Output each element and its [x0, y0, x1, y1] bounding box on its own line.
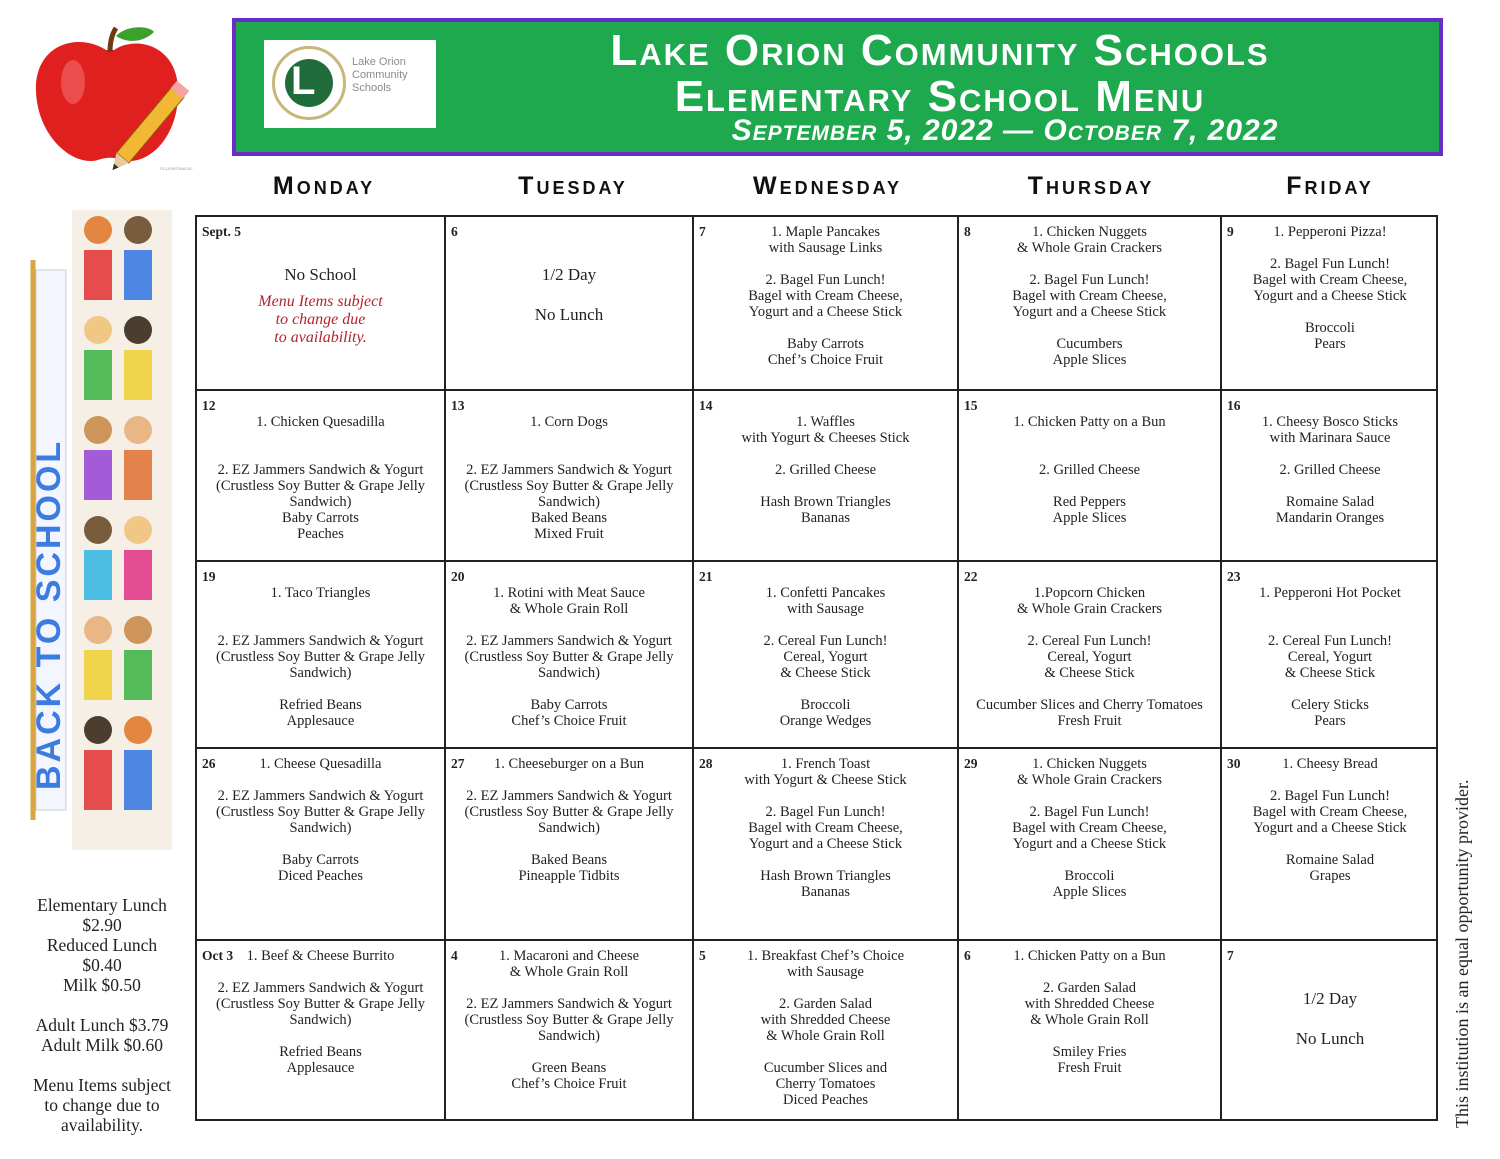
availability-note: Menu Items subject to change due to availability. [258, 293, 383, 346]
day-date: 6 [451, 224, 458, 239]
price-value: $2.90 [82, 915, 122, 935]
menu-items: 1. Corn Dogs 2. EZ Jammers Sandwich & Yogurt (Crustless Soy Butter & Grape Jelly Sandwich) Baked Beans Mixed Fruit [464, 414, 674, 542]
day-date: Sept. 5 [202, 224, 242, 239]
day-date: 22 [964, 569, 978, 584]
day-cell [694, 562, 959, 749]
title-line-1: Lake Orion Community Schools [610, 26, 1270, 75]
day-cell [1222, 391, 1438, 562]
day-header-tuesday: Tuesday [518, 172, 628, 200]
day-cell [446, 391, 694, 562]
day-header-monday: Monday [272, 172, 376, 200]
day-date: 30 [1227, 756, 1241, 771]
day-cell [1222, 749, 1438, 941]
price-label: Adult Lunch $3.79 [35, 1015, 169, 1035]
day-date: 15 [964, 398, 978, 413]
day-date: 23 [1227, 569, 1241, 584]
day-status-text: 1/2 Day No Lunch [534, 265, 604, 324]
day-date: Oct 3 [202, 948, 234, 963]
menu-items: 1. Waffles with Yogurt & Cheeses Stick 2. Grilled Cheese Hash Brown Triangles Bananas [741, 414, 910, 526]
menu-items: 1. Cheesy Bread 2. Bagel Fun Lunch! Bagel with Cream Cheese, Yogurt and a Cheese Stick Romaine Salad Grapes [1252, 756, 1408, 884]
availability-note: to change due to [44, 1095, 160, 1115]
day-date: 9 [1227, 224, 1234, 239]
price-value: $0.40 [82, 955, 122, 975]
day-cell [446, 749, 694, 941]
day-date: 21 [699, 569, 713, 584]
price-list [14, 895, 190, 1135]
menu-items: 1. Pepperoni Pizza! 2. Bagel Fun Lunch! Bagel with Cream Cheese, Yogurt and a Cheese Stick Broccoli Pears [1252, 224, 1408, 352]
day-cell [1222, 217, 1438, 391]
day-status [1222, 989, 1438, 1049]
menu-items: 1. French Toast with Yogurt & Cheese Stick 2. Bagel Fun Lunch! Bagel with Cream Cheese, Yogurt and a Cheese Stick Hash Brown Triangles Bananas [744, 756, 907, 900]
day-status-text: No School [284, 265, 357, 284]
day-date: 19 [202, 569, 216, 584]
day-date: 29 [964, 756, 978, 771]
day-date: 14 [699, 398, 713, 413]
price-label: Milk $0.50 [63, 975, 141, 995]
menu-items: 1. Cheesy Bosco Sticks with Marinara Sauce 2. Grilled Cheese Romaine Salad Mandarin Oranges [1261, 414, 1399, 526]
menu-items: 1. Breakfast Chef’s Choice with Sausage 2. Garden Salad with Shredded Cheese & Whole Grain Roll Cucumber Slices and Cherry Tomatoes Diced Peaches [746, 948, 905, 1108]
title-line-2: Elementary School Menu [674, 72, 1206, 121]
back-to-school-illustration [28, 190, 178, 860]
apple-caption: ©CLIPARTMAGIC [160, 166, 193, 171]
day-status [197, 265, 444, 347]
day-date: 20 [451, 569, 465, 584]
menu-items: 1. Beef & Cheese Burrito 2. EZ Jammers Sandwich & Yogurt (Crustless Soy Butter & Grape Jelly Sandwich) Refried Beans Applesauce [215, 948, 426, 1076]
day-date: 4 [451, 948, 458, 963]
day-cell [197, 749, 446, 941]
day-status [446, 265, 692, 325]
district-logo: L Lake Orion Community Schools [264, 40, 436, 128]
day-status-text: 1/2 Day No Lunch [1295, 989, 1365, 1048]
day-cell [694, 217, 959, 391]
menu-items: 1. Rotini with Meat Sauce & Whole Grain Roll 2. EZ Jammers Sandwich & Yogurt (Crustless Soy Butter & Grape Jelly Sandwich) Baby Carrots Chef’s Choice Fruit [464, 585, 674, 729]
day-cell [446, 217, 694, 391]
day-cell [959, 391, 1222, 562]
menu-items: 1. Confetti Pancakes with Sausage 2. Cereal Fun Lunch! Cereal, Yogurt & Cheese Stick Broccoli Orange Wedges [763, 585, 888, 729]
day-date: 8 [964, 224, 971, 239]
day-cell [197, 391, 446, 562]
menu-items: 1. Cheeseburger on a Bun 2. EZ Jammers Sandwich & Yogurt (Crustless Soy Butter & Grape Jelly Sandwich) Baked Beans Pineapple Tidbits [464, 756, 674, 884]
day-cell [1222, 562, 1438, 749]
day-date: 13 [451, 398, 465, 413]
day-cell [959, 217, 1222, 391]
day-date: 28 [699, 756, 713, 771]
day-date: 27 [451, 756, 465, 771]
day-cell [197, 217, 446, 391]
logo-text: Lake Orion Community Schools [352, 56, 408, 94]
day-cell [197, 941, 446, 1121]
price-label: Adult Milk $0.60 [40, 1035, 164, 1055]
day-cell [446, 941, 694, 1121]
back-to-school-text: BACK TO SCHOOL [30, 438, 68, 790]
price-label: Reduced Lunch [46, 935, 158, 955]
day-date: 7 [1227, 948, 1234, 963]
date-range: September 5, 2022 — October 7, 2022 [731, 114, 1279, 147]
day-cell [197, 562, 446, 749]
menu-items: 1. Chicken Nuggets & Whole Grain Crackers 2. Bagel Fun Lunch! Bagel with Cream Cheese, Yogurt and a Cheese Stick Broccoli Apple Slices [1012, 756, 1167, 900]
day-date: 16 [1227, 398, 1241, 413]
menu-items: 1. Taco Triangles 2. EZ Jammers Sandwich & Yogurt (Crustless Soy Butter & Grape Jelly Sandwich) Refried Beans Applesauce [215, 585, 426, 729]
equal-opportunity-statement: This institution is an equal opportunity provider. [1452, 779, 1472, 1128]
menu-items: 1. Pepperoni Hot Pocket 2. Cereal Fun Lunch! Cereal, Yogurt & Cheese Stick Celery Sticks Pears [1259, 585, 1401, 729]
menu-items: 1. Chicken Patty on a Bun 2. Grilled Cheese Red Peppers Apple Slices [1013, 414, 1166, 526]
menu-items: 1. Chicken Nuggets & Whole Grain Crackers 2. Bagel Fun Lunch! Bagel with Cream Cheese, Yogurt and a Cheese Stick Cucumbers Apple Slices [1012, 224, 1167, 368]
availability-note: Menu Items subject [32, 1075, 172, 1095]
day-date: 6 [964, 948, 971, 963]
day-cell [446, 562, 694, 749]
day-cell [959, 941, 1222, 1121]
day-cell [1222, 941, 1438, 1121]
day-header-thursday: Thursday [1027, 172, 1155, 200]
day-date: 26 [202, 756, 216, 771]
menu-items: 1. Cheese Quesadilla 2. EZ Jammers Sandwich & Yogurt (Crustless Soy Butter & Grape Jelly Sandwich) Baby Carrots Diced Peaches [215, 756, 426, 884]
menu-items: 1.Popcorn Chicken & Whole Grain Crackers 2. Cereal Fun Lunch! Cereal, Yogurt & Cheese Stick Cucumber Slices and Cherry Tomatoes Fresh Fruit [976, 585, 1203, 729]
day-cell [694, 749, 959, 941]
day-cell [694, 941, 959, 1121]
menu-items: 1. Macaroni and Cheese & Whole Grain Roll 2. EZ Jammers Sandwich & Yogurt (Crustless Soy Butter & Grape Jelly Sandwich) Green Beans Chef’s Choice Fruit [464, 948, 674, 1092]
day-date: 12 [202, 398, 216, 413]
menu-items: 1. Chicken Quesadilla 2. EZ Jammers Sandwich & Yogurt (Crustless Soy Butter & Grape Jelly Sandwich) Baby Carrots Peaches [215, 414, 426, 542]
apple-pencil-icon [28, 22, 198, 172]
menu-items: 1. Maple Pancakes with Sausage Links 2. Bagel Fun Lunch! Bagel with Cream Cheese, Yogurt and a Cheese Stick Baby Carrots Chef’s Choice Fruit [748, 224, 903, 368]
availability-note: availability. [61, 1115, 143, 1135]
day-cell [694, 391, 959, 562]
day-cell [959, 562, 1222, 749]
day-date: 7 [699, 224, 706, 239]
day-header-wednesday: Wednesday [753, 172, 902, 200]
day-date: 5 [699, 948, 706, 963]
price-label: Elementary Lunch [37, 895, 167, 915]
day-header-friday: Friday [1286, 172, 1374, 200]
day-cell [959, 749, 1222, 941]
menu-items: 1. Chicken Patty on a Bun 2. Garden Salad with Shredded Cheese & Whole Grain Roll Smiley Fries Fresh Fruit [1013, 948, 1166, 1076]
menu-calendar-grid [195, 215, 1438, 1121]
